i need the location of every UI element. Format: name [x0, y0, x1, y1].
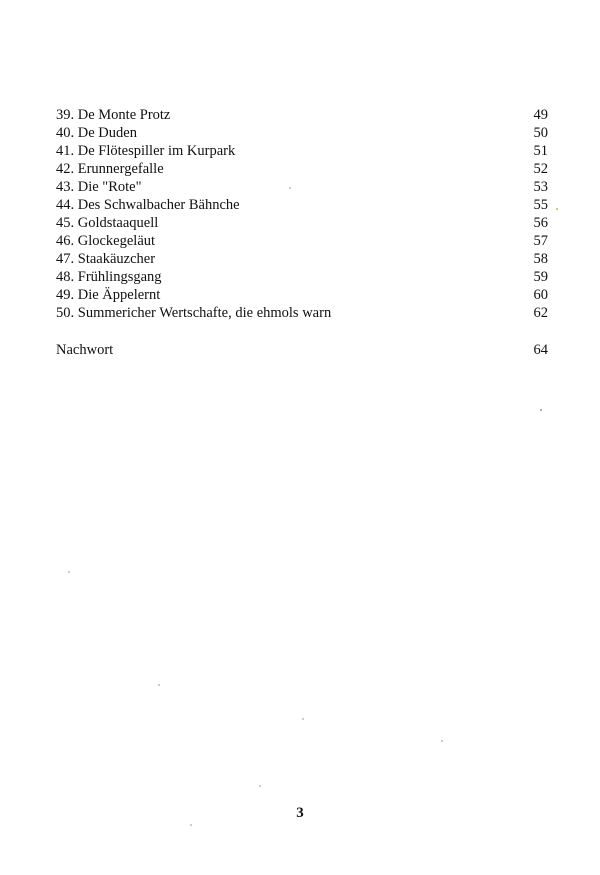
toc-entry-page: 53 — [533, 179, 548, 195]
scan-speck — [540, 409, 542, 411]
toc-entry-page: 62 — [533, 305, 548, 321]
toc-afterword-page: 64 — [533, 342, 548, 358]
toc-afterword — [56, 341, 548, 359]
toc-entry-title: 47. Staakäuzcher — [56, 251, 156, 267]
scan-speck — [259, 785, 261, 787]
page-number: 3 — [296, 805, 304, 821]
toc-entry-title: 50. Summericher Wertschafte, die ehmols warn — [56, 305, 332, 321]
toc-entry — [56, 196, 548, 214]
toc-entry — [56, 214, 548, 232]
scan-speck — [556, 208, 558, 210]
toc-entry-page: 52 — [533, 161, 548, 177]
toc-entry-title: 41. De Flötespiller im Kurpark — [56, 143, 236, 159]
scan-speck — [158, 684, 160, 686]
toc-entry-title: 45. Goldstaaquell — [56, 215, 159, 231]
toc-entry — [56, 268, 548, 286]
toc-entry-page: 56 — [533, 215, 548, 231]
toc-entry-page: 49 — [533, 107, 548, 123]
toc-entry-title: 42. Erunnergefalle — [56, 161, 164, 177]
toc-entry-page: 50 — [533, 125, 548, 141]
toc-entry-title: 46. Glockegeläut — [56, 233, 156, 249]
table-of-contents — [56, 106, 548, 322]
toc-entry — [56, 160, 548, 178]
toc-entry-title: 39. De Monte Protz — [56, 107, 171, 123]
toc-entry-page: 51 — [533, 143, 548, 159]
scan-speck — [190, 824, 192, 826]
toc-entry-title: 40. De Duden — [56, 125, 137, 141]
toc-entry — [56, 341, 548, 359]
toc-entry-title: 48. Frühlingsgang — [56, 269, 162, 285]
toc-entry — [56, 286, 548, 304]
scan-speck — [289, 187, 291, 189]
toc-afterword-title: Nachwort — [56, 342, 114, 358]
toc-entry-title: 49. Die Äppelernt — [56, 287, 161, 303]
toc-entry — [56, 178, 548, 196]
toc-entry — [56, 106, 548, 124]
toc-entry-page: 57 — [533, 233, 548, 249]
toc-entry-page: 59 — [533, 269, 548, 285]
toc-entry — [56, 250, 548, 268]
scan-speck — [302, 718, 304, 720]
toc-entry — [56, 142, 548, 160]
toc-entry-page: 55 — [533, 197, 548, 213]
toc-entry — [56, 304, 548, 322]
toc-entry-page: 60 — [533, 287, 548, 303]
scan-speck — [441, 740, 443, 742]
toc-entry — [56, 232, 548, 250]
scan-speck — [68, 571, 70, 573]
toc-entry-title: 44. Des Schwalbacher Bähnche — [56, 197, 240, 213]
toc-entry — [56, 124, 548, 142]
toc-entry-page: 58 — [533, 251, 548, 267]
toc-entry-title: 43. Die "Rote" — [56, 179, 142, 195]
